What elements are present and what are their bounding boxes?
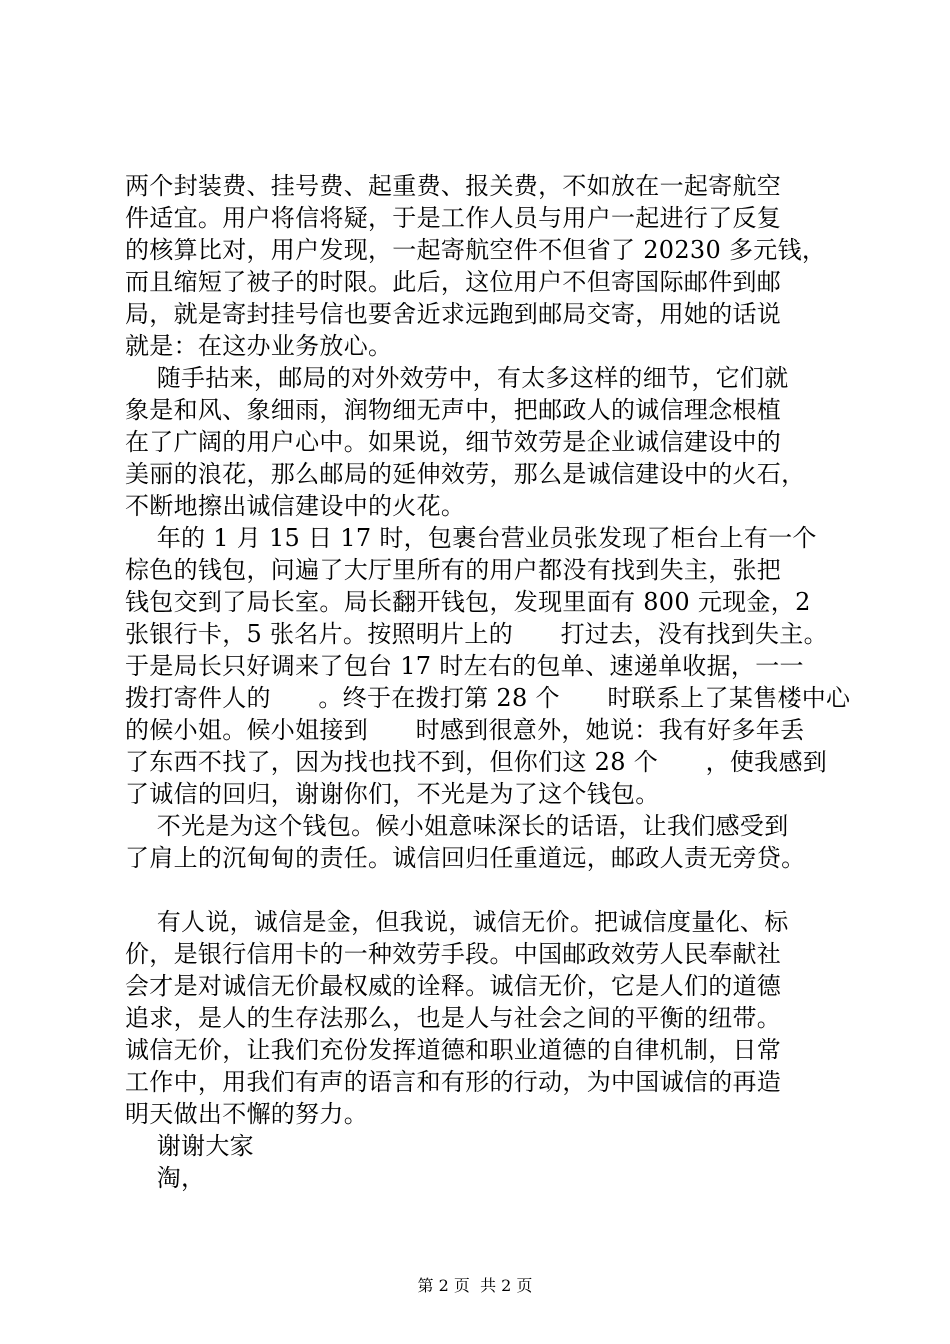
text-line: 在了广阔的用户心中。如果说，细节效劳是企业诚信建设中的 <box>125 428 782 456</box>
text-line: 明天做出不懈的努力。 <box>125 1100 368 1128</box>
text-line: 的核算比对，用户发现，一起寄航空件不但省了 20230 多元钱， <box>125 236 827 264</box>
text-line: 有人说，诚信是金，但我说，诚信无价。把诚信度量化、标 <box>125 908 789 936</box>
paragraph-gap <box>125 874 845 906</box>
text-line: 美丽的浪花，那么邮局的延伸效劳，那么是诚信建设中的火石， <box>125 460 806 488</box>
closing-line: 谢谢大家 <box>125 1132 254 1160</box>
text-line: 了诚信的回归，谢谢你们，不光是为了这个钱包。 <box>125 780 660 808</box>
page-number-footer: 第 2 页 共 2 页 <box>417 1276 533 1295</box>
text-line: 棕色的钱包，问遍了大厅里所有的用户都没有找到失主，张把 <box>125 556 782 584</box>
text-line: 随手拈来，邮局的对外效劳中，有太多这样的细节，它们就 <box>125 364 789 392</box>
text-line: 追求，是人的生存法那么，也是人与社会之间的平衡的纽带。 <box>125 1004 782 1032</box>
document-body <box>125 170 851 1194</box>
text-line: 而且缩短了被子的时限。此后，这位用户不但寄国际邮件到邮 <box>125 268 782 296</box>
text-line: 诚信无价，让我们充份发挥道德和职业道德的自律机制，日常 <box>125 1036 782 1064</box>
text-line: 钱包交到了局长室。局长翻开钱包，发现里面有 800 元现金，2 <box>125 588 811 616</box>
text-line: 会才是对诚信无价最权威的诠释。诚信无价，它是人们的道德 <box>125 972 782 1000</box>
text-line: 象是和风、象细雨，润物细无声中，把邮政人的诚信理念根植 <box>125 396 782 424</box>
text-line: 了东西不找了，因为找也找不到，但你们这 28 个 ，使我感到 <box>125 748 828 776</box>
text-line: 工作中，用我们有声的语言和有形的行动，为中国诚信的再造 <box>125 1068 782 1096</box>
text-line: 了肩上的沉甸甸的责任。诚信回归任重道远，邮政人责无旁贷。 <box>125 844 806 872</box>
text-line: 就是：在这办业务放心。 <box>125 332 393 360</box>
text-line: 价，是银行信用卡的一种效劳手段。中国邮政效劳人民奉献社 <box>125 940 782 968</box>
text-line: 局，就是寄封挂号信也要舍近求远跑到邮局交寄，用她的话说 <box>125 300 782 328</box>
text-line: 两个封装费、挂号费、起重费、报关费，不如放在一起寄航空 <box>125 172 782 200</box>
text-line: 年的 1 月 15 日 17 时，包裹台营业员张发现了柜台上有一个 <box>125 524 817 552</box>
text-line: 的候小姐。候小姐接到 时感到很意外，她说：我有好多年丢 <box>125 716 805 744</box>
text-line: 件适宜。用户将信将疑，于是工作人员与用户一起进行了反复 <box>125 204 782 232</box>
text-line: 于是局长只好调来了包台 17 时左右的包单、速递单收据，一一 <box>125 652 804 680</box>
text-line: 不光是为这个钱包。候小姐意味深长的话语，让我们感受到 <box>125 812 789 840</box>
text-line: 拨打寄件人的 。终于在拨打第 28 个 时联系上了某售楼中心 <box>125 684 851 712</box>
text-line: 不断地擦出诚信建设中的火花。 <box>125 492 466 520</box>
text-line: 张银行卡，5 张名片。按照明片上的 打过去，没有找到失主。 <box>125 620 828 648</box>
closing-line: 淘， <box>125 1164 206 1192</box>
